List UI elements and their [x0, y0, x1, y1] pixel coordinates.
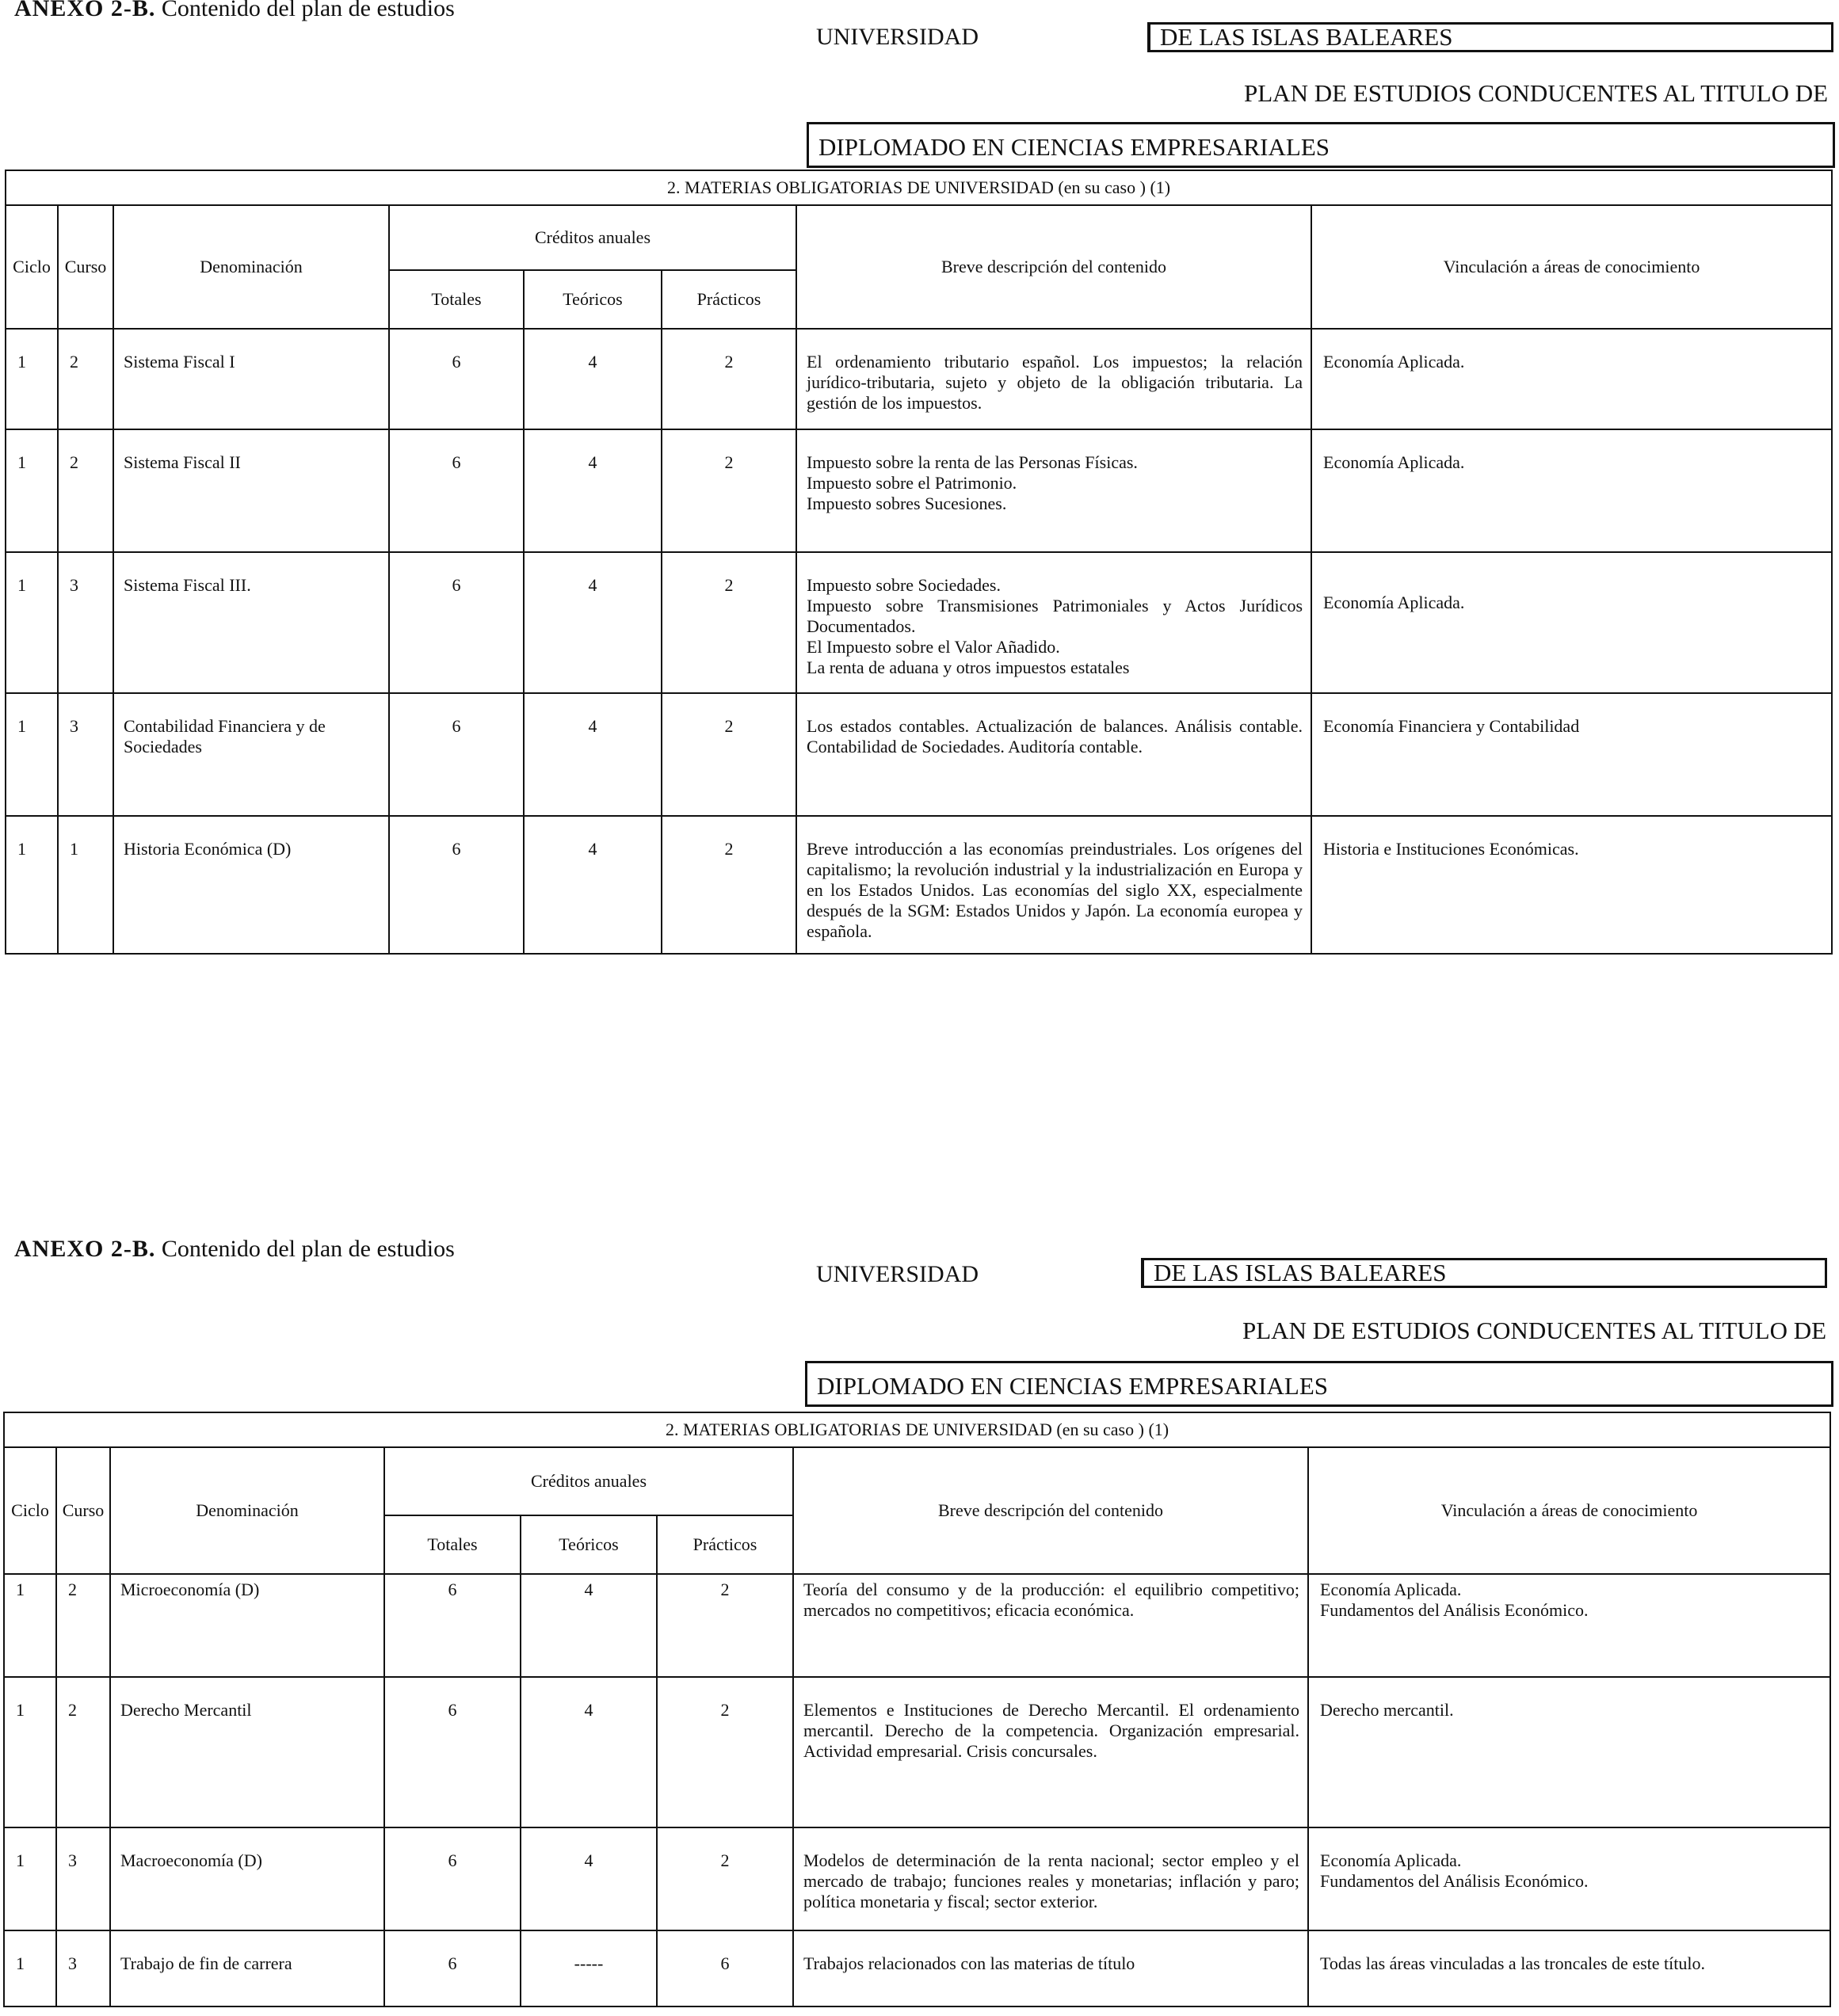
cell-vinculacion: Historia e Instituciones Económicas. — [1311, 816, 1832, 954]
vinc-line: Derecho mercantil. — [1320, 1700, 1454, 1720]
cell-practicos: 2 — [662, 816, 796, 954]
table-row — [6, 329, 1832, 429]
cell-curso: 3 — [56, 1930, 110, 2006]
cell-curso: 2 — [58, 429, 113, 552]
anexo-heading: ANEXO 2-B. Contenido del plan de estudios — [14, 1236, 455, 1262]
cell-teoricos: 4 — [524, 816, 662, 954]
cell-vinculacion: Economía Aplicada. — [1311, 552, 1832, 693]
cell-curso: 3 — [58, 552, 113, 693]
cell-denominacion: Historia Económica (D) — [113, 816, 389, 954]
desc-line: Impuesto sobre el Patrimonio. — [807, 473, 1017, 493]
vinc-line: Economía Aplicada. — [1320, 1580, 1462, 1599]
cell-teoricos: 4 — [521, 1677, 657, 1827]
cell-teoricos: 4 — [524, 552, 662, 693]
cell-practicos: 2 — [662, 329, 796, 429]
cell-totales: 6 — [389, 693, 524, 816]
desc-line: Impuesto sobre Transmisiones Patrimoniales y Actos Jurídicos Documentados. — [807, 596, 1303, 636]
universidad-name: DE LAS ISLAS BALEARES — [1141, 1258, 1827, 1288]
table-row — [4, 1827, 1830, 1930]
cell-curso: 2 — [56, 1677, 110, 1827]
cell-denominacion: Sistema Fiscal III. — [113, 552, 389, 693]
desc-line: Impuesto sobre Sociedades. — [807, 575, 1001, 595]
cell-vinculacion: Economía Aplicada. — [1311, 329, 1832, 429]
cell-ciclo: 1 — [6, 429, 58, 552]
anexo-heading: ANEXO 2-B. Contenido del plan de estudios — [14, 0, 455, 21]
header-denominacion: Denominación — [110, 1447, 384, 1574]
cell-ciclo: 1 — [6, 816, 58, 954]
cell-vinculacion: Economía Aplicada. — [1311, 429, 1832, 552]
desc-line: El Impuesto sobre el Valor Añadido. — [807, 637, 1060, 657]
cell-denominacion: Sistema Fiscal I — [113, 329, 389, 429]
cell-vinculacion — [1308, 1574, 1830, 1677]
universidad-name: DE LAS ISLAS BALEARES — [1147, 22, 1833, 52]
cell-descripcion — [796, 429, 1311, 552]
vinc-line: Todas las áreas vinculadas a las troncales de este título. — [1320, 1953, 1705, 1973]
cell-teoricos: ----- — [521, 1930, 657, 2006]
cell-denominacion: Sistema Fiscal II — [113, 429, 389, 552]
table-row — [6, 693, 1832, 816]
table-title: 2. MATERIAS OBLIGATORIAS DE UNIVERSIDAD (en su caso ) (1) — [4, 1412, 1830, 1447]
cell-vinculacion — [1308, 1677, 1830, 1827]
header-practicos: Prácticos — [662, 270, 796, 329]
vinc-line: Fundamentos del Análisis Económico. — [1320, 1871, 1589, 1891]
subjects-table — [3, 1412, 1831, 2007]
plan-title: PLAN DE ESTUDIOS CONDUCENTES AL TITULO DE — [1244, 79, 1829, 107]
cell-practicos: 6 — [657, 1930, 793, 2006]
header-denominacion: Denominación — [113, 205, 389, 329]
cell-ciclo: 1 — [6, 693, 58, 816]
table-row — [6, 429, 1832, 552]
table-row — [6, 816, 1832, 954]
cell-vinculacion: Economía Financiera y Contabilidad — [1311, 693, 1832, 816]
cell-practicos: 2 — [662, 693, 796, 816]
header-ciclo: Ciclo — [6, 205, 58, 329]
cell-denominacion: Derecho Mercantil — [110, 1677, 384, 1827]
cell-denominacion: Macroeconomía (D) — [110, 1827, 384, 1930]
cell-curso: 1 — [58, 816, 113, 954]
cell-totales: 6 — [389, 429, 524, 552]
header-vinculacion: Vinculación a áreas de conocimiento — [1308, 1447, 1830, 1574]
header-vinculacion: Vinculación a áreas de conocimiento — [1311, 205, 1832, 329]
header-teoricos: Teóricos — [521, 1515, 657, 1574]
cell-curso: 3 — [56, 1827, 110, 1930]
cell-teoricos: 4 — [524, 429, 662, 552]
cell-totales: 6 — [389, 552, 524, 693]
cell-descripcion: Breve introducción a las economías preindustriales. Los orígenes del capitalismo; la revolución industrial y la industrialización en Europa y en los Estados Unidos. Las economías del siglo XX, especialmente después de la SGM: Estados Unidos y Japón. La economía europea y española. — [796, 816, 1311, 954]
subjects-table — [5, 170, 1833, 955]
desc-line: Impuesto sobres Sucesiones. — [807, 494, 1007, 513]
cell-vinculacion — [1308, 1827, 1830, 1930]
cell-curso: 3 — [58, 693, 113, 816]
header-totales: Totales — [384, 1515, 521, 1574]
cell-totales: 6 — [384, 1574, 521, 1677]
header-descripcion: Breve descripción del contenido — [796, 205, 1311, 329]
cell-practicos: 2 — [657, 1827, 793, 1930]
cell-ciclo: 1 — [4, 1574, 56, 1677]
cell-curso: 2 — [58, 329, 113, 429]
cell-practicos: 2 — [657, 1574, 793, 1677]
cell-totales: 6 — [384, 1677, 521, 1827]
header-descripcion: Breve descripción del contenido — [793, 1447, 1308, 1574]
cell-totales: 6 — [389, 816, 524, 954]
degree-title: DIPLOMADO EN CIENCIAS EMPRESARIALES — [805, 1361, 1833, 1407]
cell-ciclo: 1 — [4, 1827, 56, 1930]
cell-denominacion: Contabilidad Financiera y de Sociedades — [113, 693, 389, 816]
cell-ciclo: 1 — [4, 1677, 56, 1827]
degree-title: DIPLOMADO EN CIENCIAS EMPRESARIALES — [807, 122, 1835, 168]
table-row — [4, 1677, 1830, 1827]
header-creditos: Créditos anuales — [389, 205, 796, 270]
header-practicos: Prácticos — [657, 1515, 793, 1574]
header-curso: Curso — [58, 205, 113, 329]
cell-vinculacion — [1308, 1930, 1830, 2006]
cell-descripcion: Los estados contables. Actualización de balances. Análisis contable. Contabilidad de Sociedades. Auditoría contable. — [796, 693, 1311, 816]
cell-practicos: 2 — [657, 1677, 793, 1827]
plan-title: PLAN DE ESTUDIOS CONDUCENTES AL TITULO DE — [1242, 1317, 1827, 1344]
desc-line: Impuesto sobre la renta de las Personas Físicas. — [807, 452, 1138, 472]
universidad-label: UNIVERSIDAD — [816, 24, 979, 50]
cell-descripcion: Teoría del consumo y de la producción: el equilibrio competitivo; mercados no competitivos; eficacia económica. — [793, 1574, 1308, 1677]
cell-descripcion: Elementos e Instituciones de Derecho Mercantil. El ordenamiento mercantil. Derecho de la competencia. Organización empresarial. Actividad empresarial. Crisis concursales. — [793, 1677, 1308, 1827]
header-creditos: Créditos anuales — [384, 1447, 793, 1515]
cell-ciclo: 1 — [6, 552, 58, 693]
desc-line: La renta de aduana y otros impuestos estatales — [807, 657, 1130, 677]
cell-teoricos: 4 — [521, 1827, 657, 1930]
cell-descripcion: El ordenamiento tributario español. Los impuestos; la relación jurídico-tributaria, sujeto y objeto de la obligación tributaria. La gestión de los impuestos. — [796, 329, 1311, 429]
table-row — [4, 1574, 1830, 1677]
table-row — [6, 552, 1832, 693]
cell-totales: 6 — [384, 1930, 521, 2006]
header-totales: Totales — [389, 270, 524, 329]
header-teoricos: Teóricos — [524, 270, 662, 329]
cell-descripcion — [796, 552, 1311, 693]
cell-totales: 6 — [389, 329, 524, 429]
cell-denominacion: Trabajo de fin de carrera — [110, 1930, 384, 2006]
cell-curso: 2 — [56, 1574, 110, 1677]
header-curso: Curso — [56, 1447, 110, 1574]
table-title: 2. MATERIAS OBLIGATORIAS DE UNIVERSIDAD (en su caso ) (1) — [6, 170, 1832, 205]
universidad-label: UNIVERSIDAD — [816, 1261, 979, 1287]
cell-ciclo: 1 — [6, 329, 58, 429]
cell-teoricos: 4 — [521, 1574, 657, 1677]
cell-descripcion: Modelos de determinación de la renta nacional; sector empleo y el mercado de trabajo; funciones reales y monetarias; inflación y paro; política monetaria y fiscal; sector exterior. — [793, 1827, 1308, 1930]
cell-teoricos: 4 — [524, 693, 662, 816]
cell-ciclo: 1 — [4, 1930, 56, 2006]
cell-denominacion: Microeconomía (D) — [110, 1574, 384, 1677]
cell-descripcion: Trabajos relacionados con las materias de título — [793, 1930, 1308, 2006]
table-row — [4, 1930, 1830, 2006]
cell-practicos: 2 — [662, 429, 796, 552]
vinc-line: Economía Aplicada. — [1320, 1850, 1462, 1870]
cell-totales: 6 — [384, 1827, 521, 1930]
header-ciclo: Ciclo — [4, 1447, 56, 1574]
vinc-line: Fundamentos del Análisis Económico. — [1320, 1600, 1589, 1620]
cell-practicos: 2 — [662, 552, 796, 693]
cell-teoricos: 4 — [524, 329, 662, 429]
